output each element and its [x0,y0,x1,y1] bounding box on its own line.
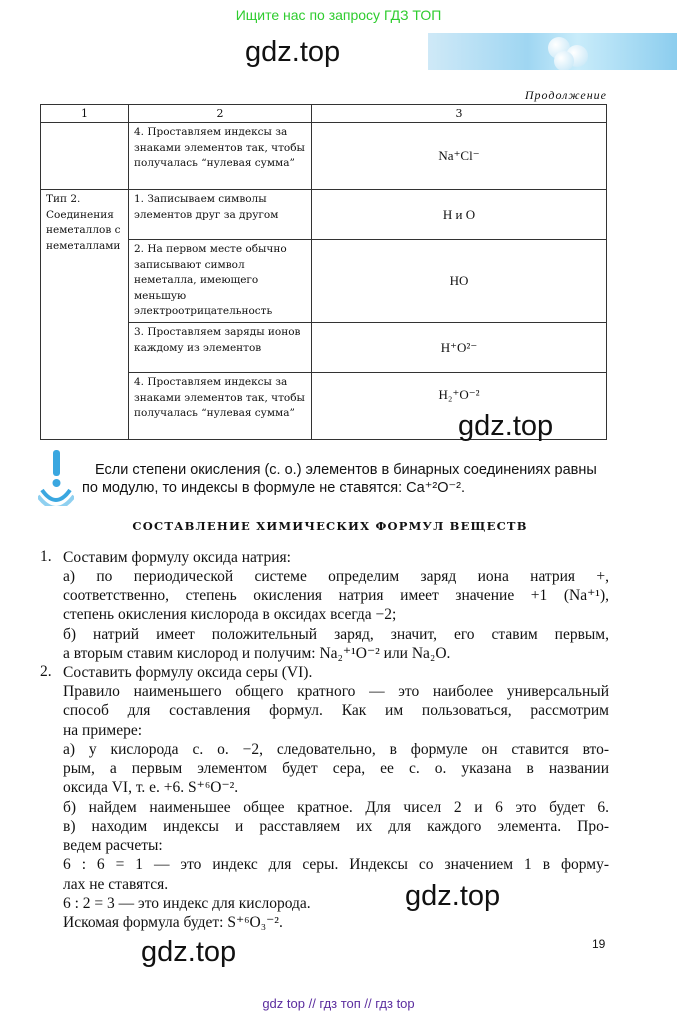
text-line: способ для составления формул. Как им пользоваться, рассмотрим [63,702,609,719]
text-line: б) натрий имеет положительный заряд, значит, его ставим первым, [63,626,609,643]
watermark: gdz.top [141,936,237,968]
note-line: по модулю, то индексы в формуле не ставятся: Ca⁺²O⁻². [82,480,465,496]
text-line: 6 : 2 = 3 — это индекс для кислорода. [63,895,311,912]
text-line: 6 : 6 = 1 — это индекс для серы. Индексы со значением 1 в форму- [63,856,609,873]
text-line: на примере: [63,722,143,739]
section-title: СОСТАВЛЕНИЕ ХИМИЧЕСКИХ ФОРМУЛ ВЕЩЕСТВ [132,519,528,533]
watermark: gdz.top [245,36,341,68]
table-cell-step: 1. Записываем символы элементов друг за другом [129,190,312,240]
exclamation-icon [38,450,74,506]
note-line: Если степени окисления (с. о.) элементов в бинарных соединениях равны [95,462,597,478]
footer-links[interactable]: gdz top // гдз топ // гдз top [262,996,415,1011]
promo-text[interactable]: Ищите нас по запросу ГДЗ ТОП [235,7,442,23]
text-line: а) у кислорода с. о. −2, следовательно, в формуле он ставится вто- [63,741,609,758]
table-header: 3 [312,105,607,123]
table-header: 2 [129,105,312,123]
formula-steps-table [40,104,607,440]
watermark: gdz.top [458,410,554,442]
watermark: gdz.top [405,880,501,912]
table-cell-empty [41,123,129,190]
text-line: ведем расчеты: [63,837,163,854]
text-line: Искомая формула будет: S⁺⁶O₃⁻². [63,914,283,931]
text-line: степень окисления кислорода в оксидах всегда −2; [63,606,397,623]
table-cell-step: 2. На первом месте обычно записывают символ неметалла, имеющего меньшую электроотрицательность [129,240,312,323]
table-cell-step: 4. Проставляем индексы за знаками элементов так, чтобы получалась “нулевая сумма” [129,123,312,190]
text-line: а вторым ставим кислород и получим: Na₂⁺¹O⁻² или Na₂O. [63,645,451,662]
table-cell-step: 3. Проставляем заряды ионов каждому из элементов [129,323,312,373]
table-row [41,123,607,190]
table-row [41,190,607,240]
text-line: Составить формулу оксида серы (VI). [63,664,313,681]
text-line: б) найдем наименьшее общее кратное. Для чисел 2 и 6 это будет 6. [63,799,609,816]
table-header-row [41,105,607,123]
table-cell-result: H и O [312,190,607,240]
table-cell-step: 4. Проставляем индексы за знаками элементов так, чтобы получалась “нулевая сумма” [129,373,312,440]
continuation-label: Продолжение [524,88,607,102]
text-line: Составим формулу оксида натрия: [63,549,291,566]
text-line: в) находим индексы и расставляем их для каждого элемента. Про- [63,818,609,835]
item-number: 1. [40,548,52,565]
table-cell-result: HO [312,240,607,323]
table-cell-result: H⁺O²⁻ [312,323,607,373]
text-line: рым, а первым элементом будет сера, ее с. о. указана в названии [63,760,609,777]
text-line: лах не ставятся. [63,876,169,893]
table-cell-result: Na⁺Cl⁻ [312,123,607,190]
item-number: 2. [40,663,52,680]
text-line: соответственно, степень окисления натрия имеет значение +1 (Na⁺¹), [63,587,609,604]
table-cell-type: Тип 2. Соединения неметаллов с неметаллами [41,190,129,440]
header-banner-image [428,33,677,70]
table-header: 1 [41,105,129,123]
table-cell-result: H₂⁺O⁻² [312,373,607,440]
text-line: оксида VI, т. е. +6. S⁺⁶O⁻². [63,779,239,796]
text-line: Правило наименьшего общего кратного — это наиболее универсальный [63,683,609,700]
page-number: 19 [592,937,606,951]
text-line: а) по периодической системе определим заряд иона натрия +, [63,568,609,585]
